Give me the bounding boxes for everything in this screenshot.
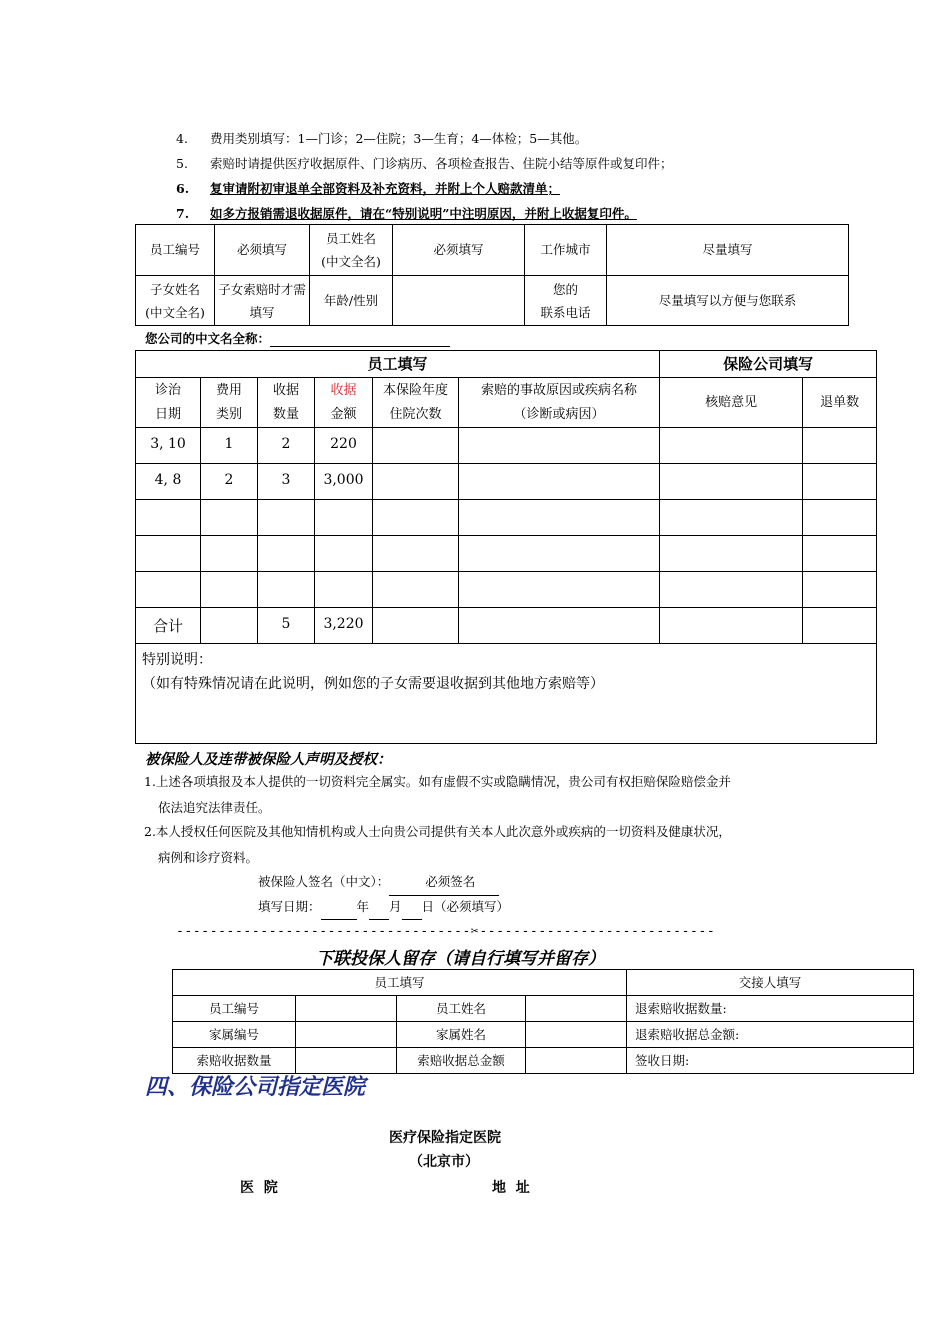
returned-count-cell[interactable] <box>803 572 877 608</box>
employee-id-label: 员工编号 <box>136 225 215 276</box>
note-number: 4. <box>176 131 188 146</box>
review-opinion-cell[interactable] <box>660 500 803 536</box>
hospitalization-count-cell[interactable] <box>373 536 459 572</box>
note-1 <box>176 129 587 147</box>
stub-claim-receipt-total-field[interactable] <box>526 1048 627 1074</box>
child-name-label: 子女姓名 (中文全名) <box>136 276 215 326</box>
contact-phone-field[interactable]: 尽量填写以方便与您联系 <box>607 276 849 326</box>
date-month-field[interactable] <box>369 903 389 920</box>
expense-type-cell[interactable]: 1 <box>201 428 258 464</box>
receipt-count-cell[interactable] <box>258 572 315 608</box>
claim-row <box>136 500 877 536</box>
declaration-title: 被保险人及连带被保险人声明及授权： <box>145 751 392 768</box>
employee-info-table <box>135 224 849 326</box>
receipt-count-cell[interactable]: 3 <box>258 464 315 500</box>
returned-count-header: 退单数 <box>803 378 877 428</box>
age-gender-field[interactable] <box>393 276 525 326</box>
note-2 <box>176 154 673 172</box>
stub-employee-id-field[interactable] <box>296 996 397 1022</box>
hospitalization-count-cell[interactable] <box>373 428 459 464</box>
claims-table <box>135 350 877 744</box>
stub-sign-date[interactable]: 签收日期: <box>627 1048 914 1074</box>
diagnosis-cell[interactable] <box>459 572 660 608</box>
total-row <box>136 608 877 644</box>
treatment-date-cell[interactable]: 4, 8 <box>136 464 201 500</box>
stub-returned-receipt-total[interactable]: 退索赔收据总金额: <box>627 1022 914 1048</box>
special-remarks[interactable] <box>136 644 877 744</box>
stub-dependent-name-label: 家属姓名 <box>397 1022 526 1048</box>
returned-count-cell[interactable] <box>803 608 877 644</box>
note-text: 索赔时请提供医疗收据原件、门诊病历、各项检查报告、住院小结等原件或复印件； <box>210 156 673 171</box>
returned-count-cell[interactable] <box>803 464 877 500</box>
hospitalization-count-cell[interactable] <box>373 572 459 608</box>
stub-row <box>173 1022 914 1048</box>
hospitalization-count-header: 本保险年度 住院次数 <box>373 378 459 428</box>
diagnosis-header: 索赔的事故原因或疾病名称 （诊断或病因） <box>459 378 660 428</box>
receipt-count-cell[interactable]: 5 <box>258 608 315 644</box>
stub-claim-receipt-total-label: 索赔收据总金额 <box>397 1048 526 1074</box>
stub-title: 下联投保人留存（请自行填写并留存） <box>316 949 605 969</box>
hospital-column-header: 医 院 <box>240 1180 278 1196</box>
company-name-field[interactable] <box>270 332 450 347</box>
expense-type-cell[interactable] <box>201 536 258 572</box>
declaration-item-2: 2.本人授权任何医院及其他知情机构或人士向贵公司提供有关本人此次意外或疾病的一切资料及健康状况， 病例和诊疗资料。 <box>144 824 731 865</box>
note-number: 6. <box>176 181 190 196</box>
diagnosis-cell[interactable] <box>459 500 660 536</box>
hospital-list-city: （北京市） <box>409 1154 479 1170</box>
note-3 <box>176 179 560 197</box>
receipt-count-cell[interactable] <box>258 500 315 536</box>
declaration-item-1: 1.上述各项填报及本人提供的一切资料完全属实。如有虚假不实或隐瞒情况，贵公司有权拒赔保险赔偿金并 依法追究法律责任。 <box>144 774 731 815</box>
work-city-field[interactable]: 尽量填写 <box>607 225 849 276</box>
employee-name-label: 员工姓名 (中文全名) <box>310 225 393 276</box>
hospitalization-count-cell[interactable] <box>373 464 459 500</box>
claim-row <box>136 536 877 572</box>
receipt-amount-cell[interactable] <box>315 572 373 608</box>
diagnosis-cell[interactable] <box>459 536 660 572</box>
company-name-label: 您公司的中文名全称： <box>145 329 450 347</box>
hospitalization-count-cell[interactable] <box>373 608 459 644</box>
note-number: 7. <box>176 206 190 221</box>
stub-dependent-name-field[interactable] <box>526 1022 627 1048</box>
signature-field[interactable]: 必须签名 <box>389 869 499 896</box>
employee-name-field[interactable]: 必须填写 <box>393 225 525 276</box>
child-name-field[interactable]: 子女索赔时才需 填写 <box>215 276 310 326</box>
stub-dependent-id-field[interactable] <box>296 1022 397 1048</box>
review-opinion-header: 核赔意见 <box>660 378 803 428</box>
expense-type-cell[interactable] <box>201 572 258 608</box>
review-opinion-cell[interactable] <box>660 608 803 644</box>
age-gender-label: 年龄/性别 <box>310 276 393 326</box>
contact-phone-label: 您的 联系电话 <box>525 276 607 326</box>
stub-dependent-id-label: 家属编号 <box>173 1022 296 1048</box>
receipt-amount-cell[interactable] <box>315 536 373 572</box>
insurer-fill-header: 保险公司填写 <box>660 351 877 378</box>
stub-table <box>172 969 914 1074</box>
review-opinion-cell[interactable] <box>660 428 803 464</box>
diagnosis-cell[interactable] <box>459 608 660 644</box>
hospital-list-title: 医疗保险指定医院 <box>389 1130 501 1146</box>
stub-employee-id-label: 员工编号 <box>173 996 296 1022</box>
receipt-count-cell[interactable] <box>258 536 315 572</box>
receipt-amount-cell[interactable]: 3,000 <box>315 464 373 500</box>
review-opinion-cell[interactable] <box>660 464 803 500</box>
note-4 <box>176 204 637 222</box>
treatment-date-cell[interactable] <box>136 500 201 536</box>
expense-type-cell[interactable] <box>201 608 258 644</box>
hospitalization-count-cell[interactable] <box>373 500 459 536</box>
note-text: 费用类别填写：1—门诊；2—住院；3—生育；4—体检；5—其他。 <box>210 131 588 146</box>
receipt-amount-cell[interactable]: 3,220 <box>315 608 373 644</box>
stub-handover-header: 交接人填写 <box>627 970 914 996</box>
returned-count-cell[interactable] <box>803 428 877 464</box>
claim-row <box>136 428 877 464</box>
review-opinion-cell[interactable] <box>660 572 803 608</box>
expense-type-cell[interactable] <box>201 500 258 536</box>
fill-date-line: 填写日期： 年 月 日（必须填写） <box>258 894 509 920</box>
stub-employee-name-label: 员工姓名 <box>397 996 526 1022</box>
receipt-amount-cell[interactable]: 220 <box>315 428 373 464</box>
work-city-label: 工作城市 <box>525 225 607 276</box>
stub-employee-header: 员工填写 <box>173 970 627 996</box>
stub-employee-name-field[interactable] <box>526 996 627 1022</box>
stub-row <box>173 996 914 1022</box>
note-text: 复审请附初审退单全部资料及补充资料，并附上个人赔款清单； <box>210 181 561 196</box>
expense-type-cell[interactable]: 2 <box>201 464 258 500</box>
employee-fill-header: 员工填写 <box>136 351 660 378</box>
receipt-count-header: 收据 数量 <box>258 378 315 428</box>
treatment-date-cell[interactable]: 3, 10 <box>136 428 201 464</box>
signature-line: 被保险人签名（中文）： 必须签名 <box>258 869 499 896</box>
date-day-field[interactable] <box>402 903 422 920</box>
diagnosis-cell[interactable] <box>459 464 660 500</box>
special-remarks-title: 特别说明： <box>142 652 212 668</box>
treatment-date-cell[interactable]: 合计 <box>136 608 201 644</box>
treatment-date-cell[interactable] <box>136 536 201 572</box>
note-text: 如多方报销需退收据原件，请在“特别说明”中注明原因，并附上收据复印件。 <box>210 206 637 221</box>
employee-id-field[interactable]: 必须填写 <box>215 225 310 276</box>
cut-line: -----------------------------------✂---------------------------- <box>176 924 716 939</box>
expense-type-header: 费用 类别 <box>201 378 258 428</box>
date-year-field[interactable] <box>321 903 357 920</box>
treatment-date-cell[interactable] <box>136 572 201 608</box>
treatment-date-header: 诊治 日期 <box>136 378 201 428</box>
receipt-amount-cell[interactable] <box>315 500 373 536</box>
note-number: 5. <box>176 156 188 171</box>
stub-claim-receipt-count-label: 索赔收据数量 <box>173 1048 296 1074</box>
special-remarks-hint: （如有特殊情况请在此说明，例如您的子女需要退收据到其他地方索赔等） <box>142 676 604 692</box>
claim-row <box>136 572 877 608</box>
receipt-amount-header: 收据 金额 <box>315 378 373 428</box>
section-title: 四、保险公司指定医院 <box>145 1074 366 1100</box>
diagnosis-cell[interactable] <box>459 428 660 464</box>
stub-returned-receipt-count[interactable]: 退索赔收据数量: <box>627 996 914 1022</box>
returned-count-cell[interactable] <box>803 536 877 572</box>
claim-row <box>136 464 877 500</box>
review-opinion-cell[interactable] <box>660 536 803 572</box>
receipt-count-cell[interactable]: 2 <box>258 428 315 464</box>
returned-count-cell[interactable] <box>803 500 877 536</box>
address-column-header: 地 址 <box>492 1180 530 1196</box>
